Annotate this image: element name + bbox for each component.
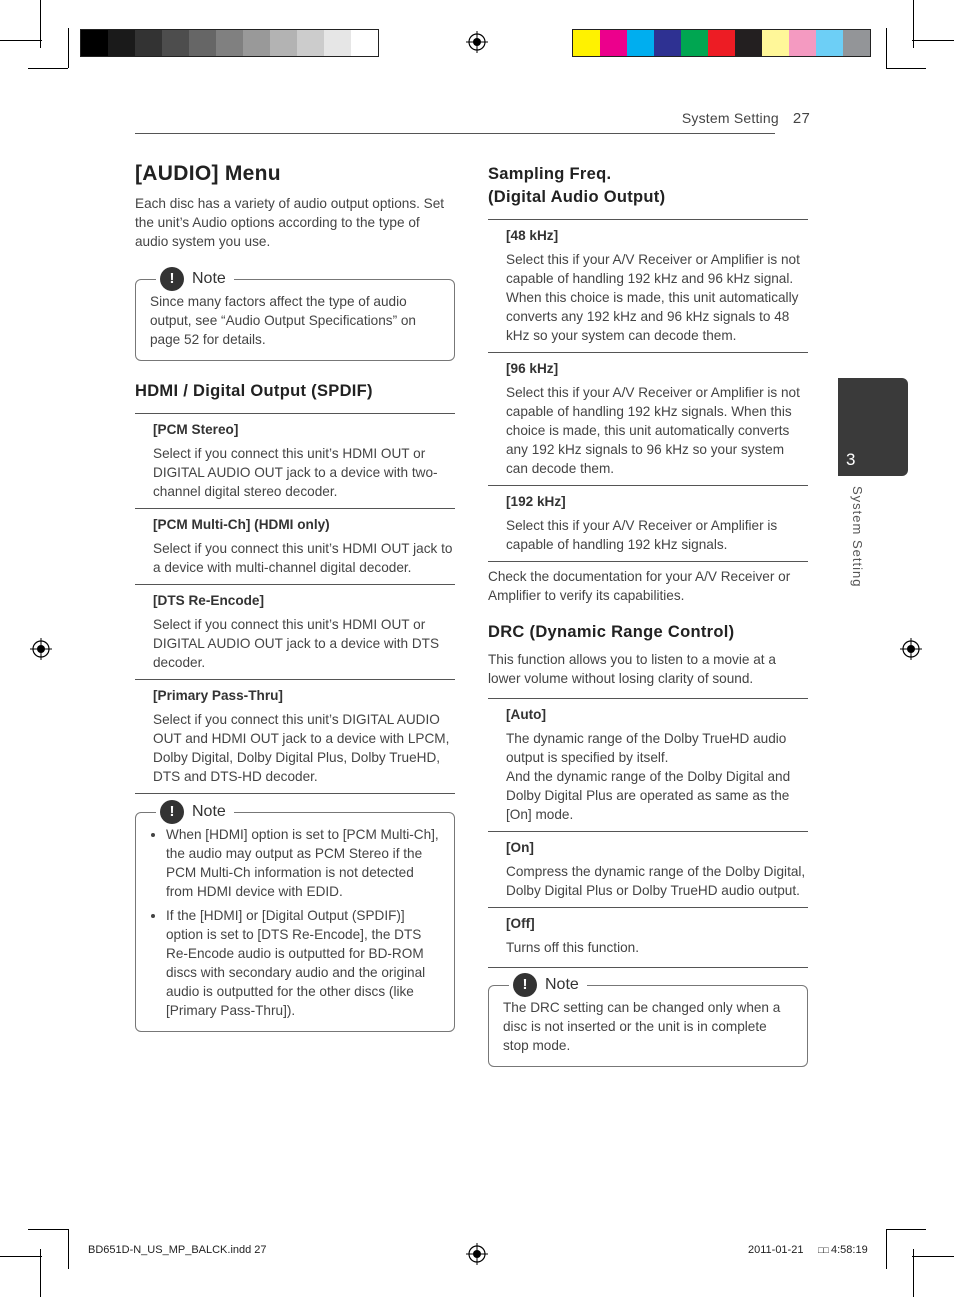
option-name: [Auto] <box>506 707 547 722</box>
option-row <box>488 486 808 562</box>
note-text: Since many factors affect the type of audio output, see “Audio Output Specifications” on page 52 for details. <box>150 294 416 347</box>
option-description: Compress the dynamic range of the Dolby Digital, Dolby Digital Plus or Dolby TrueHD audio output. <box>506 864 806 898</box>
option-description-continued: And the dynamic range of the Dolby Digital and Dolby Digital Plus are operated as same as the [On] mode. <box>506 769 791 822</box>
color-swatch <box>243 30 270 56</box>
section-heading-hdmi: HDMI / Digital Output (SPDIF) <box>135 382 373 400</box>
color-swatch <box>189 30 216 56</box>
color-swatch <box>351 30 378 56</box>
option-row <box>135 680 455 794</box>
option-name: [192 kHz] <box>506 494 566 509</box>
exclamation-icon: ! <box>160 800 184 824</box>
option-description: The dynamic range of the Dolby TrueHD audio output is specified by itself. <box>506 731 787 765</box>
note-box <box>488 976 808 1067</box>
color-swatch <box>762 30 789 56</box>
color-swatch <box>843 30 870 56</box>
drc-intro-text: This function allows you to listen to a movie at a lower volume without losing clarity of sound. <box>488 652 776 686</box>
note-title: Note <box>192 803 226 820</box>
color-swatch <box>600 30 627 56</box>
color-swatch <box>627 30 654 56</box>
chapter-label: System Setting <box>850 486 865 588</box>
drc-options-table <box>488 698 808 968</box>
color-swatch <box>573 30 600 56</box>
note-title: Note <box>192 270 226 287</box>
option-row <box>135 585 455 680</box>
color-swatch <box>216 30 243 56</box>
left-column <box>135 162 455 1032</box>
hdmi-options-table <box>135 413 455 794</box>
option-row <box>488 220 808 353</box>
color-swatch <box>81 30 108 56</box>
color-swatch <box>708 30 735 56</box>
registration-mark-icon <box>466 1243 488 1265</box>
color-swatch <box>270 30 297 56</box>
option-description: Select if you connect this unit’s HDMI OUT or DIGITAL AUDIO OUT jack to a device with two-channel digital stereo decoder. <box>153 446 438 499</box>
process-color-bar <box>572 29 871 57</box>
note-header <box>509 973 587 997</box>
option-name: [Off] <box>506 916 535 931</box>
option-description: Turns off this function. <box>506 940 639 955</box>
chapter-number: 3 <box>846 450 856 469</box>
note-title: Note <box>545 976 579 993</box>
color-swatch <box>162 30 189 56</box>
running-header <box>600 110 810 127</box>
note-box <box>135 803 455 1032</box>
option-row <box>135 509 455 585</box>
sampling-options-table <box>488 219 808 562</box>
option-description: Select this if your A/V Receiver or Amplifier is not capable of handling 192 kHz and 96 kHz signal. When this choice is made, this unit automatically converts any 192 kHz and 96 kHz signals to 48 kHz so your system can decode them. <box>506 252 800 343</box>
option-row <box>488 699 808 832</box>
note-header <box>156 267 234 291</box>
slug-time: 4:58:19 <box>831 1244 868 1256</box>
grayscale-color-bar <box>80 29 379 57</box>
note-list-item: • When [HDMI] option is set to [PCM Multi-Ch], the audio may output as PCM Stereo if the PCM Multi-Ch information is not detected from HDMI device with EDID. <box>166 825 440 901</box>
note-header <box>156 800 234 824</box>
color-swatch <box>681 30 708 56</box>
option-name: [48 kHz] <box>506 228 559 243</box>
color-swatch <box>654 30 681 56</box>
option-name: [96 kHz] <box>506 361 559 376</box>
color-swatch <box>789 30 816 56</box>
option-description: Select if you connect this unit’s DIGITAL AUDIO OUT and HDMI OUT jack to a device with LPCM, Dolby Digital, Dolby Digital Plus, Dolby TrueHD, DTS and DTS-HD decoder. <box>153 712 450 784</box>
sampling-heading-line2: (Digital Audio Output) <box>488 188 666 206</box>
option-row <box>488 908 808 968</box>
registration-mark-icon <box>466 31 488 53</box>
option-name: [PCM Multi-Ch] (HDMI only) <box>153 517 330 532</box>
note-box <box>135 270 455 361</box>
option-name: [DTS Re-Encode] <box>153 593 265 608</box>
slug-date: 2011-01-21 <box>748 1244 804 1256</box>
exclamation-icon: ! <box>513 973 537 997</box>
option-name: [PCM Stereo] <box>153 422 239 437</box>
color-swatch <box>735 30 762 56</box>
note-list <box>150 825 440 1020</box>
option-row <box>488 353 808 486</box>
section-heading-sampling <box>488 163 808 209</box>
option-description: Select this if your A/V Receiver or Amplifier is not capable of handling 192 kHz signals. When this choice is made, this unit automatically converts any 192 kHz signals to 96 kHz so your system can decode them. <box>506 385 800 476</box>
color-swatch <box>297 30 324 56</box>
option-description: Select if you connect this unit’s HDMI OUT jack to a device with multi-channel digital decoder. <box>153 541 453 575</box>
sampling-note-text: Check the documentation for your A/V Receiver or Amplifier to verify its capabilities. <box>488 569 791 603</box>
option-row <box>488 832 808 908</box>
slug-glyph: □□ <box>818 1245 829 1255</box>
note-text: The DRC setting can be changed only when a disc is not inserted or the unit is in complete stop mode. <box>503 1000 781 1053</box>
intro-text: Each disc has a variety of audio output options. Set the unit’s Audio options according to the type of audio system you use. <box>135 196 445 249</box>
exclamation-icon: ! <box>160 267 184 291</box>
header-section: System Setting <box>681 110 779 126</box>
sampling-heading-line1: Sampling Freq. <box>488 165 612 183</box>
registration-mark-icon <box>900 638 922 660</box>
registration-mark-icon <box>30 638 52 660</box>
note-list-item: • If the [HDMI] or [Digital Output (SPDIF)] option is set to [DTS Re-Encode], the DTS Re-Encode audio is outputted for BD-ROM discs with secondary audio and the original audio is outputted for the other discs (like [Primary Pass-Thru]). <box>166 906 440 1020</box>
option-description: Select this if your A/V Receiver or Amplifier is capable of handling 192 kHz signals. <box>506 518 778 552</box>
page-number: 27 <box>792 110 810 127</box>
header-rule <box>135 133 775 134</box>
color-swatch <box>108 30 135 56</box>
option-name: [On] <box>506 840 534 855</box>
color-swatch <box>816 30 843 56</box>
page-title: [AUDIO] Menu <box>135 162 281 185</box>
slug-filename: BD651D-N_US_MP_BALCK.indd 27 <box>88 1244 267 1256</box>
color-swatch <box>135 30 162 56</box>
color-swatch <box>324 30 351 56</box>
option-name: [Primary Pass-Thru] <box>153 688 283 703</box>
section-heading-drc: DRC (Dynamic Range Control) <box>488 623 735 641</box>
right-column <box>488 163 808 1067</box>
option-row <box>135 414 455 509</box>
option-description: Select if you connect this unit’s HDMI OUT or DIGITAL AUDIO OUT jack to a device with DTS decoder. <box>153 617 440 670</box>
